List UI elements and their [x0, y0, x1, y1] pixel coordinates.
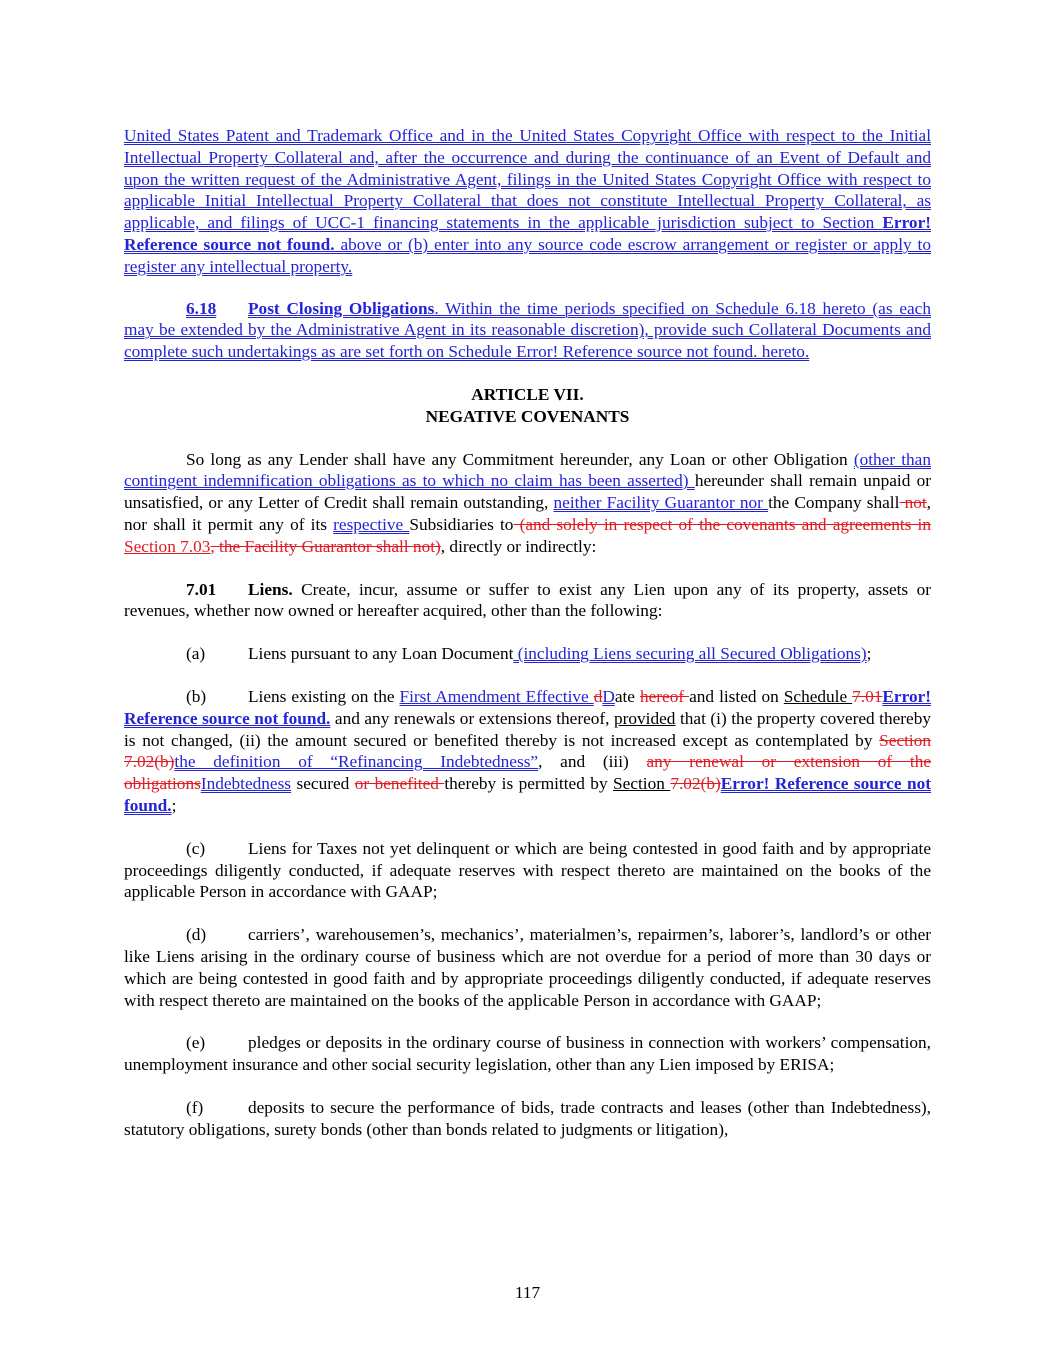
document-body: [124, 125, 931, 1140]
clause-label: (c): [186, 838, 206, 858]
text-run: the Company shall: [768, 493, 900, 513]
text-run: , and (iii): [538, 752, 647, 772]
clause-e: [124, 1032, 931, 1076]
clause-d: [124, 924, 931, 1011]
clause-c: [124, 838, 931, 903]
text-run: secured: [291, 774, 355, 794]
article-number: ARTICLE VII.: [471, 384, 584, 404]
inserted-text: respective: [333, 514, 410, 534]
error-reference: Error! Reference source not found.: [124, 774, 931, 815]
text-run: carriers’, warehousemen’s, mechanics’, materialmen’s, repairmen’s, laborer’s, landlord’s or other like Liens arising in the ordinary course of business which are not overdue for a period of more than 30 days or which are being contested in good faith and by appropriate proceedings diligently conducted, if adequate reserves with respect thereto are maintained on the books of the applicable Person in accordance with GAAP;: [124, 925, 931, 1010]
page-number: 117: [514, 1283, 541, 1302]
clause-b: [124, 686, 931, 817]
inserted-text: First Amendment Effective: [399, 686, 594, 706]
inserted-text: above or (b) enter into any source code escrow arrangement or register or apply to register any intellectual property.: [124, 234, 931, 276]
text-run: thereby is permitted by: [444, 774, 614, 794]
text-run: deposits to secure the performance of bids, trade contracts and leases (other than Indebtedness), statutory obligations, surety bonds (other than bonds related to judgments or litigation),: [124, 1097, 931, 1139]
deleted-text: Section 7.02(b): [124, 730, 931, 772]
text-run: that (i) the property covered thereby is not changed, (ii) the amount secured or benefited thereby is not increased except as contemplated by: [124, 708, 931, 750]
text-run: , directly or indirectly:: [440, 536, 597, 556]
inserted-text: Indebtedness: [200, 774, 292, 794]
deleted-text: d: [593, 686, 603, 706]
deleted-text: (and solely in respect of the covenants and agreements in: [513, 514, 931, 534]
clause-label: (f): [186, 1097, 204, 1117]
inserted-text: . Within the time periods specified on Schedule 6.18 hereto (as each may be extended by the Administrative Agent in its reasonable discretion), provide such Collateral Documents and complete such undertakings as are set forth on Schedule Error! Reference source not found. hereto.: [124, 298, 931, 362]
deleted-text: hereof: [639, 686, 690, 706]
article-heading: [124, 384, 931, 428]
text-run: pledges or deposits in the ordinary course of business in connection with workers’ compensation, unemployment insurance and other social security legislation, other than any Lien imposed by ERISA;: [124, 1033, 931, 1075]
deleted-text: , the Facility Guarantor shall not): [210, 536, 441, 556]
intro-paragraph: [124, 449, 931, 558]
text-run: , nor shall it permit any of its: [124, 493, 931, 534]
inserted-text: (other than contingent indemnification obligations as to which no claim has been asserted): [124, 449, 931, 491]
clause-f: [124, 1097, 931, 1141]
deleted-text: 7.02(b): [670, 774, 721, 794]
inserted-text: neither Facility Guarantor nor: [553, 493, 769, 513]
text-run: ;: [171, 795, 177, 815]
paragraph-ip-filings: [124, 125, 931, 278]
deleted-text: Section 7.03: [124, 536, 211, 556]
text-run: ;: [866, 644, 872, 664]
text-run: Liens pursuant to any Loan Document: [248, 644, 514, 664]
clause-a: [124, 643, 931, 665]
clause-label: (a): [186, 644, 206, 664]
error-reference: Error! Reference source not found.: [124, 686, 932, 728]
text-run: Section: [613, 774, 671, 794]
text-run: Create, incur, assume or suffer to exist any Lien upon any of its property, assets or revenues, whether now owned or hereafter acquired, other than the following:: [124, 579, 931, 621]
deleted-text: any renewal or extension of the obligations: [124, 752, 931, 794]
text-run: Schedule: [783, 686, 853, 706]
deleted-text: or benefited: [354, 774, 445, 794]
text-run: and listed on: [689, 686, 784, 706]
deleted-text: 7.01: [852, 686, 883, 706]
clause-label: (d): [186, 925, 207, 945]
inserted-text: the definition of “Refinancing Indebtedness”: [174, 752, 539, 772]
clause-label: (b): [186, 686, 207, 706]
text-run: Liens for Taxes not yet delinquent or which are being contested in good faith and by appropriate proceedings diligently conducted, if adequate reserves with respect thereto are maintained on the books of the applicable Person in accordance with GAAP;: [124, 838, 931, 902]
text-run: Liens existing on the: [248, 686, 400, 706]
section-7-01: [124, 579, 931, 623]
section-6-18: [124, 298, 931, 363]
error-reference: Error! Reference source not found.: [124, 213, 931, 254]
text-run: hereunder shall remain unpaid or unsatisfied, or any Letter of Credit shall remain outstanding,: [124, 471, 931, 513]
inserted-text: (including Liens securing all Secured Obligations): [513, 644, 867, 664]
text-run: So long as any Lender shall have any Commitment hereunder, any Loan or other Obligation: [186, 449, 854, 469]
section-title: Liens.: [248, 579, 293, 599]
section-title: Post Closing Obligations: [248, 298, 435, 318]
text-run: and any renewals or extensions thereof,: [330, 708, 614, 728]
article-title: NEGATIVE COVENANTS: [425, 406, 630, 426]
section-number: 6.18: [186, 298, 217, 318]
text-run: ate: [614, 686, 640, 706]
text-run: provided: [614, 708, 676, 728]
deleted-text: not: [899, 493, 927, 513]
inserted-text: United States Patent and Trademark Office and in the United States Copyright Office with respect to the Initial Intellectual Property Collateral and, after the occurrence and during the continuance of an Event of Default and upon the written request of the Administrative Agent, filings in the United States Copyright Office with respect to applicable Initial Intellectual Property Collateral that does not constitute Intellectual Property Collateral, as applicable, and filings of UCC-1 financing statements in the applicable jurisdiction subject to Section: [124, 126, 931, 233]
text-run: Subsidiaries to: [409, 514, 514, 534]
clause-label: (e): [186, 1033, 206, 1053]
section-number: 7.01: [186, 579, 217, 599]
inserted-text: D: [602, 686, 615, 706]
